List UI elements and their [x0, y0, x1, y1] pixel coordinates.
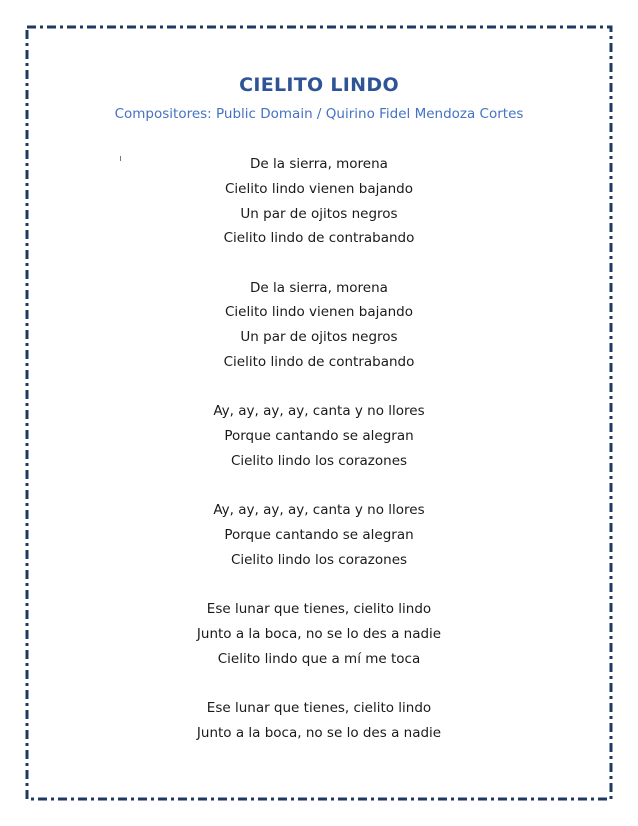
lyric-line: Un par de ojitos negros — [240, 205, 398, 222]
lyric-line: Cielito lindo de contrabando — [223, 354, 415, 371]
stanza-4 — [0, 498, 638, 572]
stanza-3 — [0, 399, 638, 473]
lyric-line: Cielito lindo vienen bajando — [224, 180, 413, 197]
lyric-line: Porque cantando se alegran — [224, 428, 414, 445]
lyric-line: Cielito lindo que a mí me toca — [217, 650, 421, 667]
song-title: CIELITO LINDO — [239, 74, 399, 96]
lyric-line: Cielito lindo los corazones — [230, 452, 408, 469]
lyric-line: Ese lunar que tienes, cielito lindo — [206, 601, 432, 618]
lyric-line: De la sierra, morena — [250, 156, 388, 172]
lyric-line: Un par de ojitos negros — [240, 329, 398, 346]
lyric-line: Cielito lindo vienen bajando — [224, 304, 413, 321]
stanza-1 — [0, 152, 638, 251]
lyric-line: Porque cantando se alegran — [224, 527, 414, 544]
lyric-line: Ese lunar que tienes, cielito lindo — [206, 700, 432, 717]
lyric-line: Cielito lindo de contrabando — [223, 230, 415, 247]
stanza-6 — [0, 696, 638, 746]
lyric-line: Ay, ay, ay, ay, canta y no llores — [213, 502, 425, 519]
lyric-line: De la sierra, morena — [250, 279, 388, 296]
composers-line: Compositores: Public Domain / Quirino Fidel Mendoza Cortes — [114, 106, 524, 122]
lyric-line: Cielito lindo los corazones — [230, 551, 408, 568]
stanza-5 — [0, 597, 638, 671]
stanza-2 — [0, 276, 638, 375]
lyric-line: Junto a la boca, no se lo des a nadie — [196, 724, 442, 741]
lyric-line: Junto a la boca, no se lo des a nadie — [196, 625, 442, 642]
lyrics-body — [0, 152, 638, 770]
lyric-line: Ay, ay, ay, ay, canta y no llores — [213, 403, 425, 420]
